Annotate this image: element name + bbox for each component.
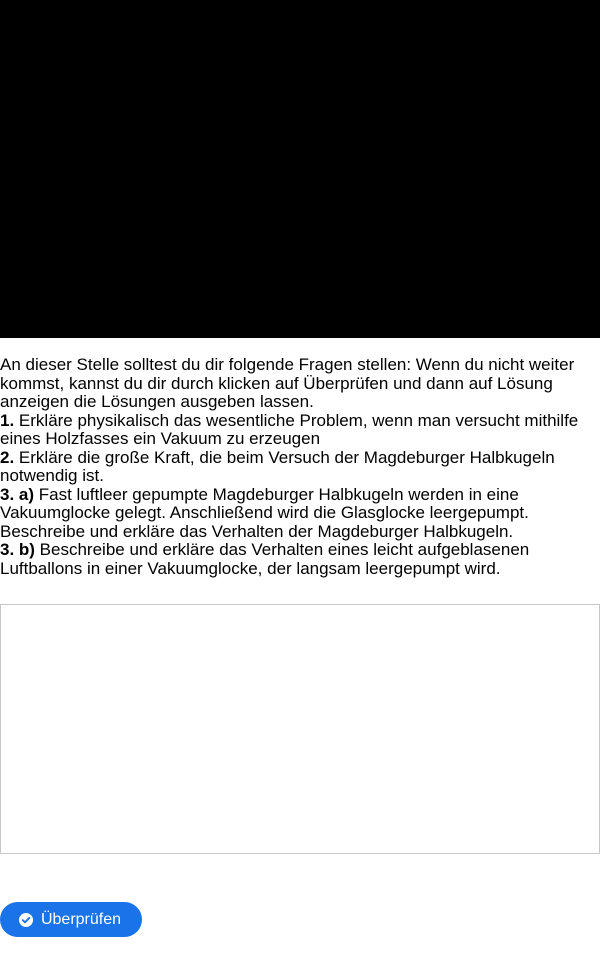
question-1 (0, 412, 600, 449)
task-text (0, 356, 600, 578)
question-text: Erkläre physikalisch das wesentliche Problem, wenn man versucht mithilfe eines Holzfasses ein Vakuum zu erzeugen (0, 410, 579, 448)
question-text: Beschreibe und erkläre das Verhalten eines leicht aufgeblasenen Luftballons in einer Vakuumglocke, der langsam leergepumpt wird. (0, 540, 530, 578)
check-button-label: Überprüfen (40, 910, 122, 928)
question-2 (0, 449, 600, 486)
question-number: 3. a) (0, 484, 35, 504)
question-text: Fast luftleer gepumpte Magdeburger Halbkugeln werden in eine Vakuumglocke gelegt. Anschließend wird die Glasglocke leergepumpt. Beschreibe und erkläre das Verhalten der Magdeburger Halbkugeln. (0, 484, 529, 541)
question-number: 3. b) (0, 540, 35, 559)
question-number: 1. (0, 410, 15, 430)
question-3b (0, 541, 600, 578)
intro-text: An dieser Stelle solltest du dir folgende Fragen stellen: Wenn du nicht weiter kommst, kannst du dir durch klicken auf Überprüfen und dann auf Lösung anzeigen die Lösungen ausgeben lassen. (0, 355, 575, 411)
check-circle-icon (19, 913, 33, 927)
check-button[interactable] (0, 902, 142, 937)
question-3a (0, 486, 600, 542)
video-player[interactable] (0, 0, 600, 338)
answer-textarea[interactable] (0, 604, 600, 854)
question-number: 2. (0, 447, 15, 467)
question-text: Erkläre die große Kraft, die beim Versuch der Magdeburger Halbkugeln notwendig ist. (0, 447, 555, 485)
